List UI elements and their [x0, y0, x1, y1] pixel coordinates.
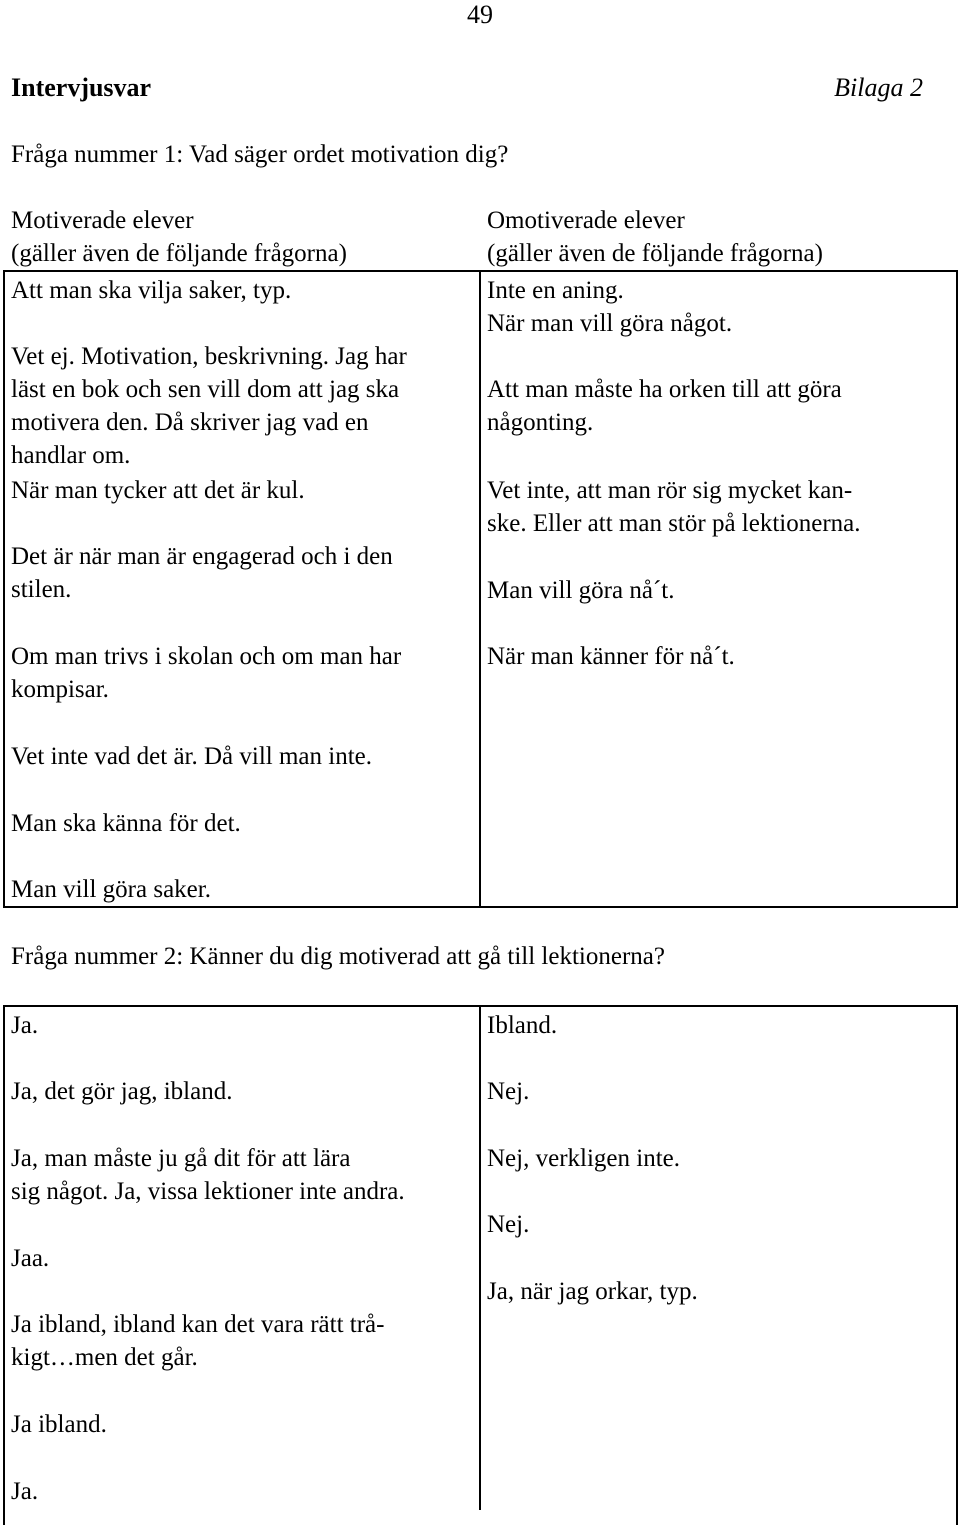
page-number: 49: [467, 0, 493, 29]
q1-right-answer: När man vill göra något.: [487, 310, 733, 337]
question-1: Fråga nummer 1: Vad säger ordet motivation dig?: [11, 141, 509, 168]
q1-left-answer: Vet ej. Motivation, beskrivning. Jag har läst en bok och sen vill dom att jag ska motivera den. Då skriver jag vad en handlar om.: [11, 343, 407, 469]
q1-right-answer: Inte en aning.: [487, 277, 624, 304]
q1-left-answer: Vet inte vad det är. Då vill man inte.: [11, 743, 373, 770]
q2-left-answer: Jaa.: [11, 1245, 50, 1272]
q2-left-answer: Ja ibland, ibland kan det vara rätt trå- kigt…men det går.: [11, 1311, 385, 1371]
q1-left-answer: Man ska känna för det.: [11, 810, 241, 837]
q1-column-divider: [479, 270, 481, 908]
right-header-title: Omotiverade elever: [487, 207, 685, 234]
q1-left-answer: Man vill göra saker.: [11, 876, 211, 903]
q2-right-answer: Nej, verkligen inte.: [487, 1145, 680, 1172]
page-title: Intervjusvar: [11, 73, 152, 102]
q1-left-answer: Att man ska vilja saker, typ.: [11, 277, 292, 304]
q1-left-answer: Om man trivs i skolan och om man har kompisar.: [11, 643, 402, 703]
q2-left-answer: Ja, man måste ju gå dit för att lära sig något. Ja, vissa lektioner inte andra.: [11, 1145, 405, 1205]
q1-left-answer: Det är när man är engagerad och i den stilen.: [11, 543, 393, 603]
question-2: Fråga nummer 2: Känner du dig motiverad att gå till lektionerna?: [11, 943, 665, 970]
right-header-note: (gäller även de följande frågorna): [487, 240, 823, 267]
q1-right-answer: När man känner för nå´t.: [487, 643, 735, 670]
left-header-note: (gäller även de följande frågorna): [11, 240, 347, 267]
q2-right-answer: Nej.: [487, 1211, 530, 1238]
q2-right-answer: Nej.: [487, 1078, 530, 1105]
appendix-label: Bilaga 2: [834, 73, 923, 102]
q2-right-answer: Ibland.: [487, 1012, 558, 1039]
q2-left-answer: Ja, det gör jag, ibland.: [11, 1078, 233, 1105]
q1-left-answer: När man tycker att det är kul.: [11, 477, 305, 504]
left-header-title: Motiverade elever: [11, 207, 194, 234]
q1-right-answer: Att man måste ha orken till att göra någonting.: [487, 376, 842, 436]
q2-column-divider: [479, 1005, 481, 1510]
q1-right-answer: Vet inte, att man rör sig mycket kan- ske. Eller att man stör på lektionerna.: [487, 477, 861, 537]
q2-left-answer: Ja.: [11, 1012, 39, 1039]
q2-left-answer: Ja.: [11, 1478, 39, 1505]
q2-right-answer: Ja, när jag orkar, typ.: [487, 1278, 698, 1305]
q1-right-answer: Man vill göra nå´t.: [487, 577, 675, 604]
q2-left-answer: Ja ibland.: [11, 1411, 107, 1438]
